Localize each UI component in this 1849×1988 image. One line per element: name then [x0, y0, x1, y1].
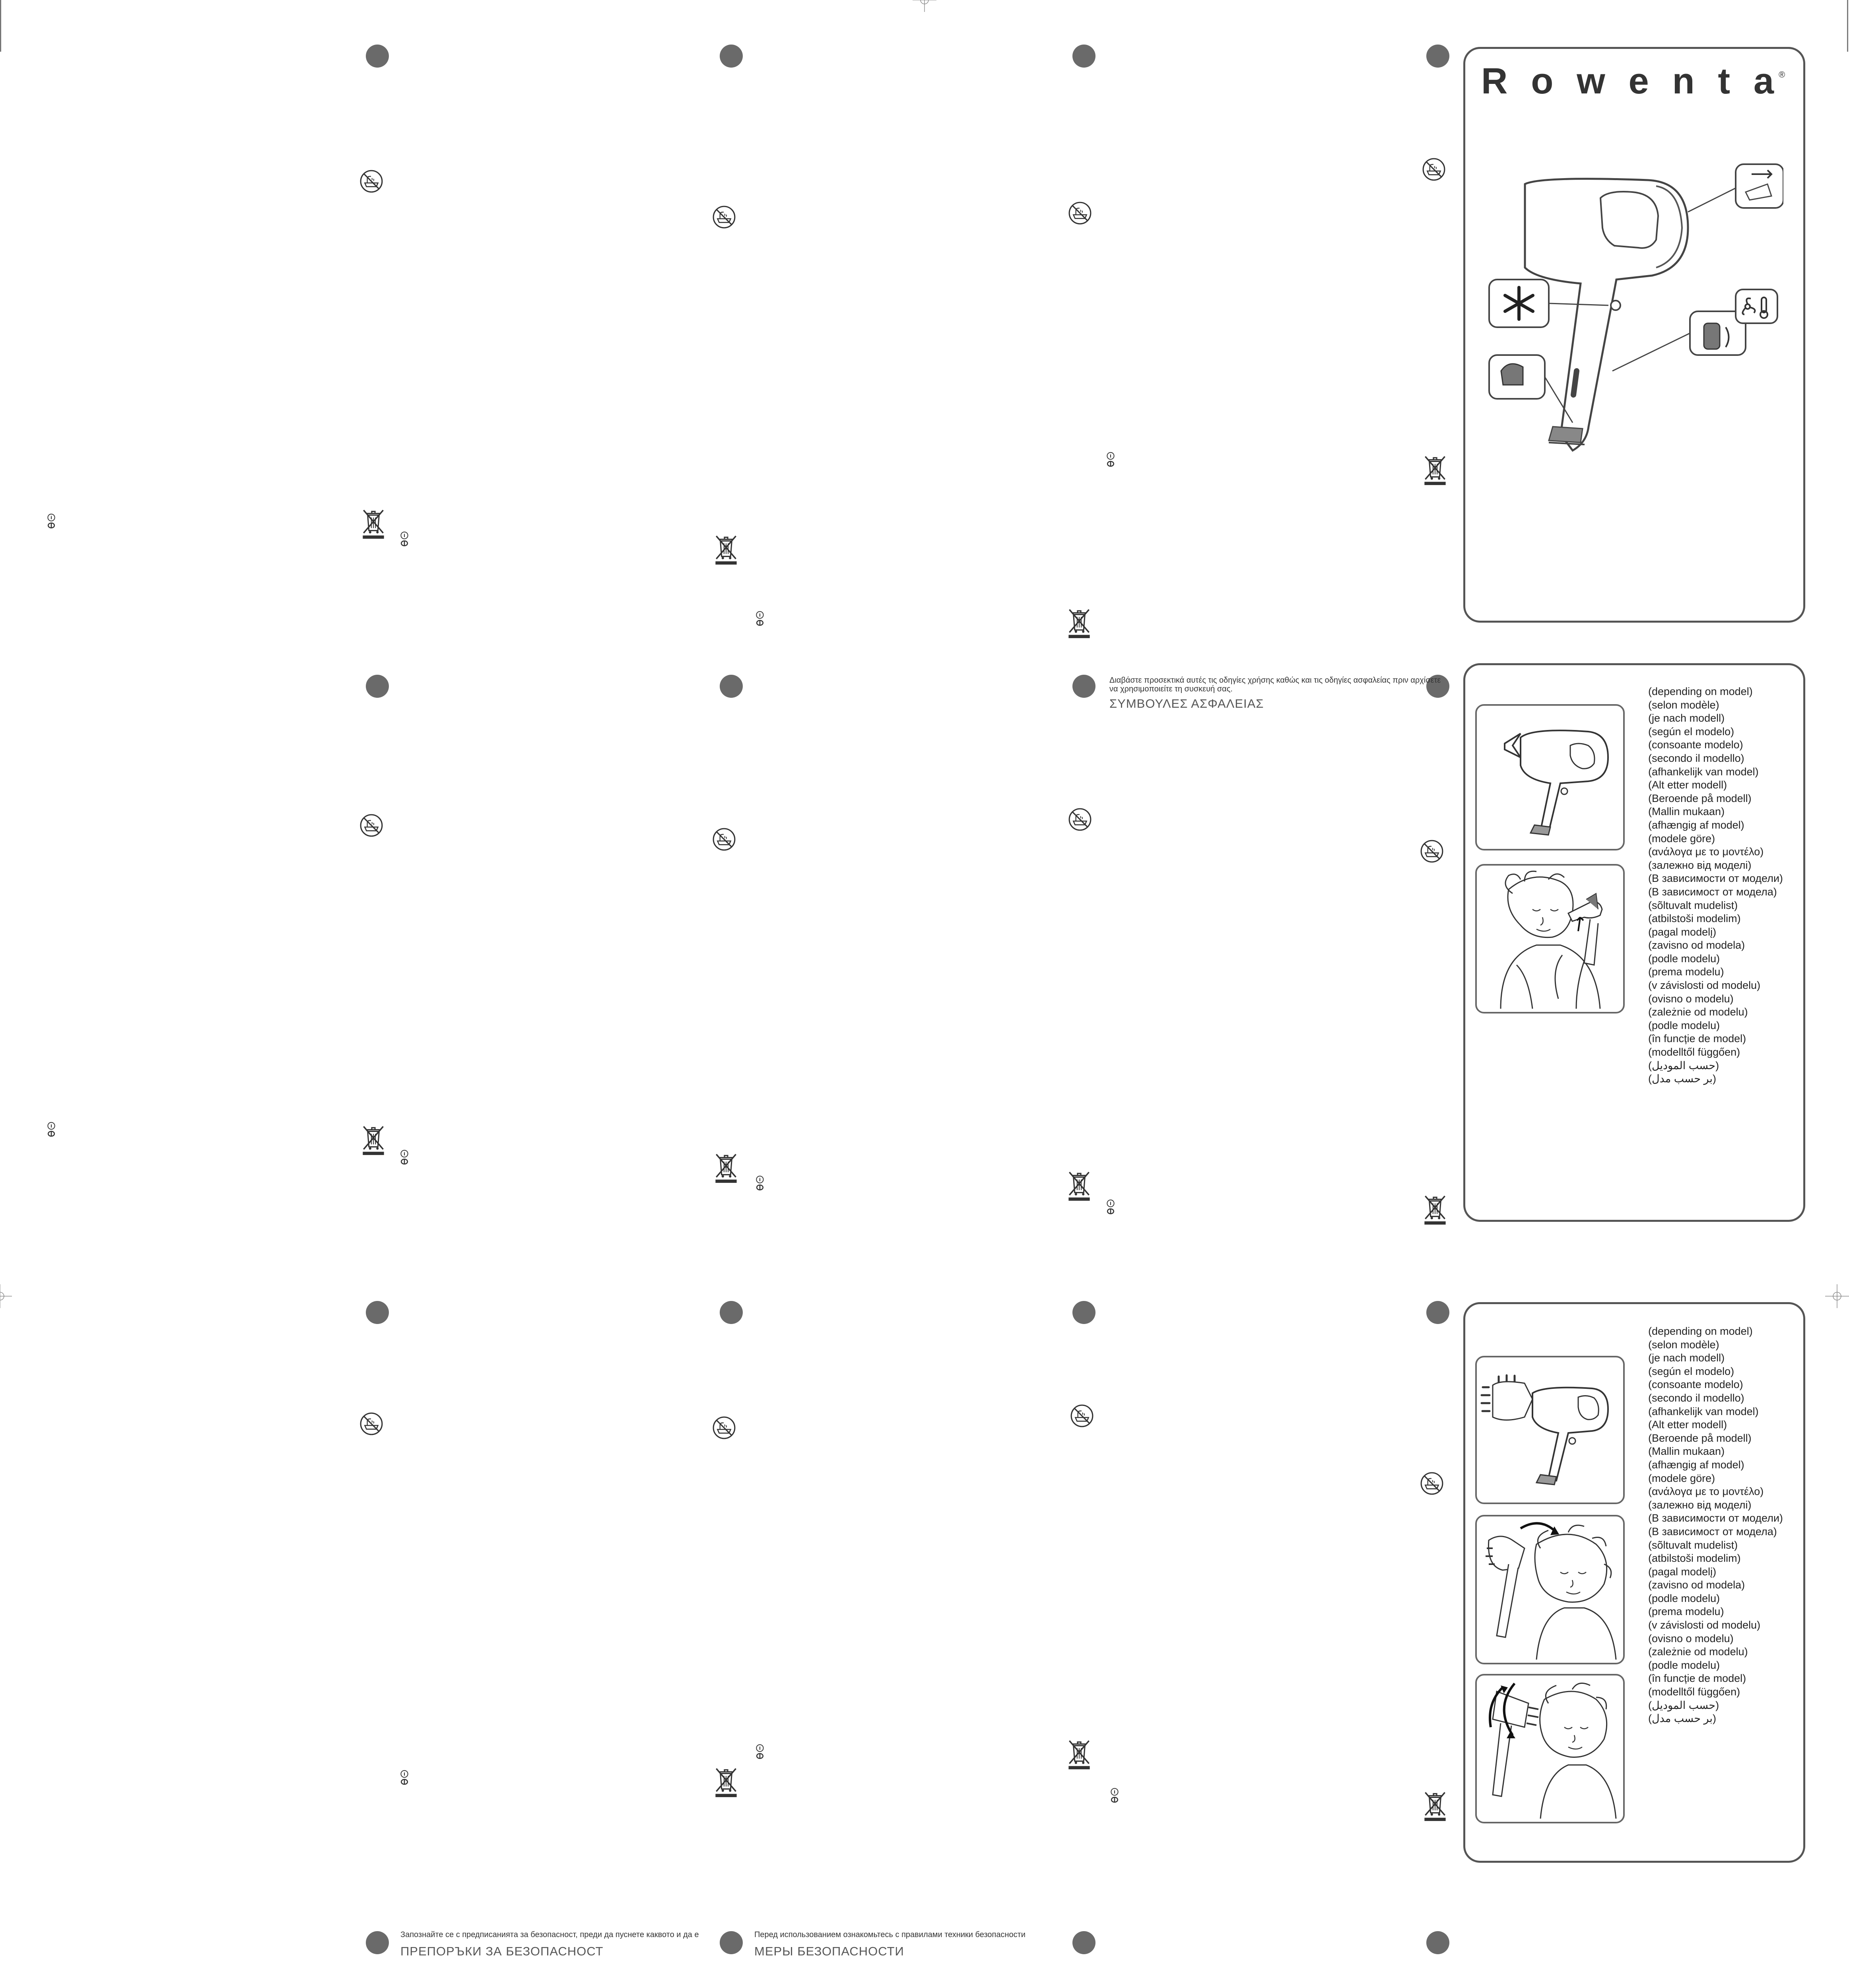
- registration-mark-top: [901, 0, 948, 24]
- russian-intro: Перед использованием ознакомьтесь с правилами техники безопасности: [754, 1930, 1025, 1939]
- brand-logo-text: Rowenta: [1481, 65, 1775, 101]
- environment-info-icon: [46, 1121, 56, 1139]
- crossed-out-wheelie-bin-icon: [714, 1765, 738, 1798]
- environment-info-icon: [755, 1175, 765, 1192]
- model-variant-item: (según el modelo): [1648, 725, 1734, 738]
- model-variant-item: (v závislosti od modelu): [1648, 1619, 1761, 1631]
- model-variant-item: (podle modelu): [1648, 952, 1720, 965]
- model-variant-item: (consoante modelo): [1648, 1378, 1743, 1391]
- model-variant-item: (zavisno od modela): [1648, 1579, 1745, 1591]
- section-dot: [1426, 45, 1449, 68]
- no-water-bathtub-icon: [712, 827, 736, 852]
- no-water-bathtub-icon: [359, 169, 384, 194]
- model-variant-list: [1648, 685, 1783, 1086]
- model-variant-item: (pagal modelį): [1648, 1565, 1717, 1578]
- model-variant-item: (залежно від моделі): [1648, 859, 1752, 871]
- styling-with-diffuser-image: [1475, 1515, 1625, 1664]
- crossed-out-wheelie-bin-icon: [361, 1123, 386, 1156]
- section-dot: [366, 675, 389, 698]
- crossed-out-wheelie-bin-icon: [1067, 1169, 1092, 1202]
- model-variant-item: (afhængig af model): [1648, 1458, 1744, 1471]
- model-variant-item: (حسب الموديل): [1648, 1699, 1719, 1711]
- crossed-out-wheelie-bin-icon: [1067, 1738, 1092, 1770]
- section-dot: [720, 45, 743, 68]
- section-dot: [1072, 1301, 1095, 1324]
- crop-mark-top-right: [1847, 0, 1848, 52]
- diffuser-usage-panel: [1463, 1302, 1805, 1863]
- dryer-with-diffuser-drawing: [1477, 1357, 1623, 1503]
- section-dot: [366, 1301, 389, 1324]
- section-dot: [366, 45, 389, 68]
- model-variant-item: (pagal modelį): [1648, 926, 1717, 938]
- model-variant-item: (je nach modell): [1648, 712, 1725, 724]
- model-variant-item: (în funcție de model): [1648, 1672, 1746, 1685]
- environment-info-icon: [1105, 1199, 1116, 1216]
- dryer-with-diffuser-image: [1475, 1356, 1625, 1504]
- model-variant-item: (بر حسب مدل): [1648, 1073, 1716, 1085]
- section-dot: [720, 1301, 743, 1324]
- model-variant-item: (ovisno o modelu): [1648, 992, 1734, 1005]
- rowenta-logo: [1481, 65, 1787, 101]
- model-variant-item: (depending on model): [1648, 1325, 1753, 1337]
- model-variant-item: (zavisno od modela): [1648, 939, 1745, 951]
- model-variant-item: (بر حسب مدل): [1648, 1712, 1716, 1725]
- dryer-with-concentrator-image: [1475, 704, 1625, 850]
- no-water-bathtub-icon: [712, 1415, 736, 1440]
- model-variant-item: (prema modelu): [1648, 966, 1724, 978]
- model-variant-item: (secondo il modello): [1648, 1392, 1744, 1404]
- model-variant-item: (залежно від моделі): [1648, 1499, 1752, 1511]
- model-variant-item: (Mallin mukaan): [1648, 806, 1725, 818]
- model-variant-item: (atbilstoši modelim): [1648, 912, 1741, 925]
- registered-mark: ®: [1779, 70, 1785, 80]
- model-variant-item: (Beroende på modell): [1648, 1432, 1752, 1444]
- product-overview-panel: [1463, 47, 1805, 623]
- model-variant-item: (prema modelu): [1648, 1606, 1724, 1618]
- section-dot: [1072, 45, 1095, 68]
- crop-mark-top-left: [0, 0, 1, 52]
- model-variant-item: (modelltől függően): [1648, 1046, 1740, 1058]
- model-variant-list: [1648, 1325, 1783, 1726]
- model-variant-item: (depending on model): [1648, 685, 1753, 697]
- model-variant-item: (sõltuvalt mudelist): [1648, 899, 1738, 911]
- dryer-with-concentrator-drawing: [1477, 706, 1623, 849]
- greek-intro-line-1: Διαβάστε προσεκτικά αυτές τις οδηγίες χρήσης καθώς και τις οδηγίες ασφαλείας πριν αρχίσετε: [1109, 676, 1441, 685]
- model-variant-item: (afhængig af model): [1648, 819, 1744, 831]
- section-dot: [366, 1931, 389, 1954]
- environment-info-icon: [755, 1743, 765, 1761]
- model-variant-item: (secondo il modello): [1648, 752, 1744, 764]
- section-dot: [720, 1931, 743, 1954]
- no-water-bathtub-icon: [1068, 201, 1092, 225]
- model-variant-item: (selon modèle): [1648, 1338, 1719, 1351]
- model-variant-item: (podle modelu): [1648, 1592, 1720, 1604]
- model-variant-item: (podle modelu): [1648, 1659, 1720, 1671]
- model-variant-item: (В зависимост от модела): [1648, 885, 1777, 898]
- model-variant-item: (В зависимости от модели): [1648, 872, 1783, 885]
- model-variant-item: (podle modelu): [1648, 1019, 1720, 1031]
- section-dot: [1426, 1931, 1449, 1954]
- crossed-out-wheelie-bin-icon: [361, 507, 386, 540]
- environment-info-icon: [399, 1769, 410, 1787]
- model-variant-item: (v závislosti od modelu): [1648, 979, 1761, 992]
- model-variant-item: (în funcție de model): [1648, 1033, 1746, 1045]
- model-variant-item: (atbilstoši modelim): [1648, 1552, 1741, 1565]
- no-water-bathtub-icon: [1070, 1404, 1094, 1428]
- model-variant-item: (je nach modell): [1648, 1352, 1725, 1364]
- model-variant-item: (Alt etter modell): [1648, 1419, 1727, 1431]
- model-variant-item: (zależnie od modelu): [1648, 1646, 1748, 1658]
- model-variant-item: (Beroende på modell): [1648, 792, 1752, 804]
- diffuser-root-lift-image: [1475, 1674, 1625, 1823]
- styling-with-diffuser-drawing: [1477, 1516, 1623, 1663]
- model-variant-item: (modele göre): [1648, 1472, 1715, 1484]
- greek-intro-line-2: να χρησιμοποιείτε τη συσκευή σας.: [1109, 685, 1233, 693]
- model-variant-item: (sõltuvalt mudelist): [1648, 1539, 1738, 1551]
- model-variant-item: (modele göre): [1648, 832, 1715, 845]
- environment-info-icon: [1105, 451, 1116, 469]
- registration-mark-left: [0, 1272, 24, 1320]
- no-water-bathtub-icon: [1068, 807, 1092, 832]
- concentrator-usage-panel: [1463, 663, 1805, 1222]
- russian-safety-title: МЕРЫ БЕЗОПАСНОСТИ: [754, 1944, 904, 1958]
- model-variant-item: (ανάλογα με το μοντέλο): [1648, 1485, 1764, 1498]
- greek-safety-title: ΣΥΜΒΟΥΛΕΣ ΑΣΦΑΛΕΙΑΣ: [1109, 697, 1264, 711]
- model-variant-item: (afhankelijk van model): [1648, 765, 1759, 778]
- no-water-bathtub-icon: [359, 813, 384, 838]
- crossed-out-wheelie-bin-icon: [1067, 606, 1092, 639]
- model-variant-item: (Mallin mukaan): [1648, 1445, 1725, 1458]
- model-variant-item: (ovisno o modelu): [1648, 1632, 1734, 1644]
- section-dot: [1072, 1931, 1095, 1954]
- hair-dryer-illustration: [1481, 148, 1783, 498]
- model-variant-item: (В зависимост от модела): [1648, 1525, 1777, 1538]
- crossed-out-wheelie-bin-icon: [714, 1151, 738, 1184]
- environment-info-icon: [1109, 1787, 1120, 1805]
- diffuser-root-lift-drawing: [1477, 1675, 1623, 1822]
- environment-info-icon: [399, 1149, 410, 1167]
- no-water-bathtub-icon: [1422, 157, 1446, 182]
- model-variant-item: (Alt etter modell): [1648, 779, 1727, 791]
- model-variant-item: (según el modelo): [1648, 1365, 1734, 1377]
- environment-info-icon: [46, 513, 56, 530]
- environment-info-icon: [399, 531, 410, 548]
- crossed-out-wheelie-bin-icon: [714, 533, 738, 565]
- registration-mark-right: [1825, 1272, 1849, 1320]
- model-variant-item: (حسب الموديل): [1648, 1059, 1719, 1072]
- no-water-bathtub-icon: [712, 205, 736, 229]
- environment-info-icon: [755, 610, 765, 628]
- model-variant-item: (consoante modelo): [1648, 739, 1743, 751]
- crossed-out-wheelie-bin-icon: [1423, 1789, 1447, 1822]
- model-variant-item: (zależnie od modelu): [1648, 1006, 1748, 1018]
- no-water-bathtub-icon: [1420, 839, 1444, 864]
- no-water-bathtub-icon: [359, 1411, 384, 1436]
- model-variant-item: (selon modèle): [1648, 699, 1719, 711]
- section-dot: [1072, 675, 1095, 698]
- bulgarian-intro: Запознайте се с предписанията за безопасност, преди да пуснете каквото и да е: [400, 1930, 699, 1939]
- no-water-bathtub-icon: [1420, 1471, 1444, 1496]
- crossed-out-wheelie-bin-icon: [1423, 1193, 1447, 1225]
- bulgarian-safety-title: ПРЕПОРЪКИ ЗА БЕЗОПАСНОСТ: [400, 1944, 604, 1958]
- model-variant-item: (В зависимости от модели): [1648, 1512, 1783, 1524]
- styling-with-concentrator-image: [1475, 864, 1625, 1013]
- model-variant-item: (modelltől függően): [1648, 1686, 1740, 1698]
- styling-with-concentrator-drawing: [1477, 866, 1623, 1012]
- section-dot: [720, 675, 743, 698]
- crossed-out-wheelie-bin-icon: [1423, 453, 1447, 486]
- model-variant-item: (afhankelijk van model): [1648, 1405, 1759, 1417]
- model-variant-item: (ανάλογα με το μοντέλο): [1648, 846, 1764, 858]
- section-dot: [1426, 1301, 1449, 1324]
